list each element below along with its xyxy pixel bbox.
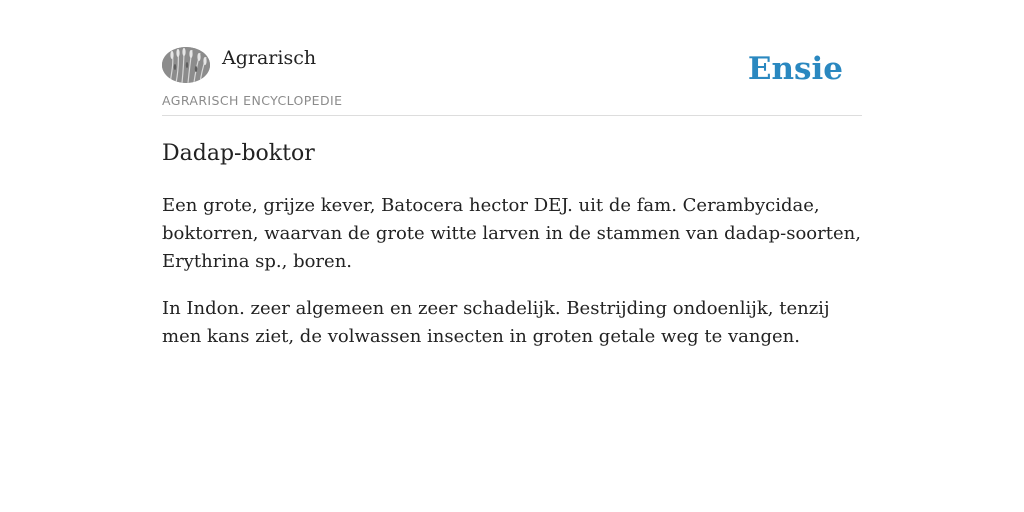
ensie-logo-link[interactable]: Ensie	[747, 51, 843, 87]
page-header	[162, 0, 862, 116]
page-container	[162, 0, 862, 512]
article-paragraph: Een grote, grijze kever, Batocera hector DEJ. uit de fam. Cerambycidae, boktorren, waarvan de grote witte larven in de stammen van dadap-soorten, Erythrina sp., boren.	[162, 195, 861, 272]
article-paragraph: In Indon. zeer algemeen en zeer schadelijk. Bestrijding ondoenlijk, tenzij men kans ziet, de volwassen insecten in groten getale weg te vangen.	[162, 298, 830, 347]
source-subtitle[interactable]: AGRARISCH ENCYCLOPEDIE	[162, 93, 343, 108]
article-title: Dadap-boktor	[162, 141, 315, 166]
wheat-photo-icon	[162, 47, 210, 83]
source-name[interactable]: Agrarisch	[222, 47, 317, 69]
article-body	[162, 192, 874, 370]
avatar[interactable]	[162, 47, 210, 83]
